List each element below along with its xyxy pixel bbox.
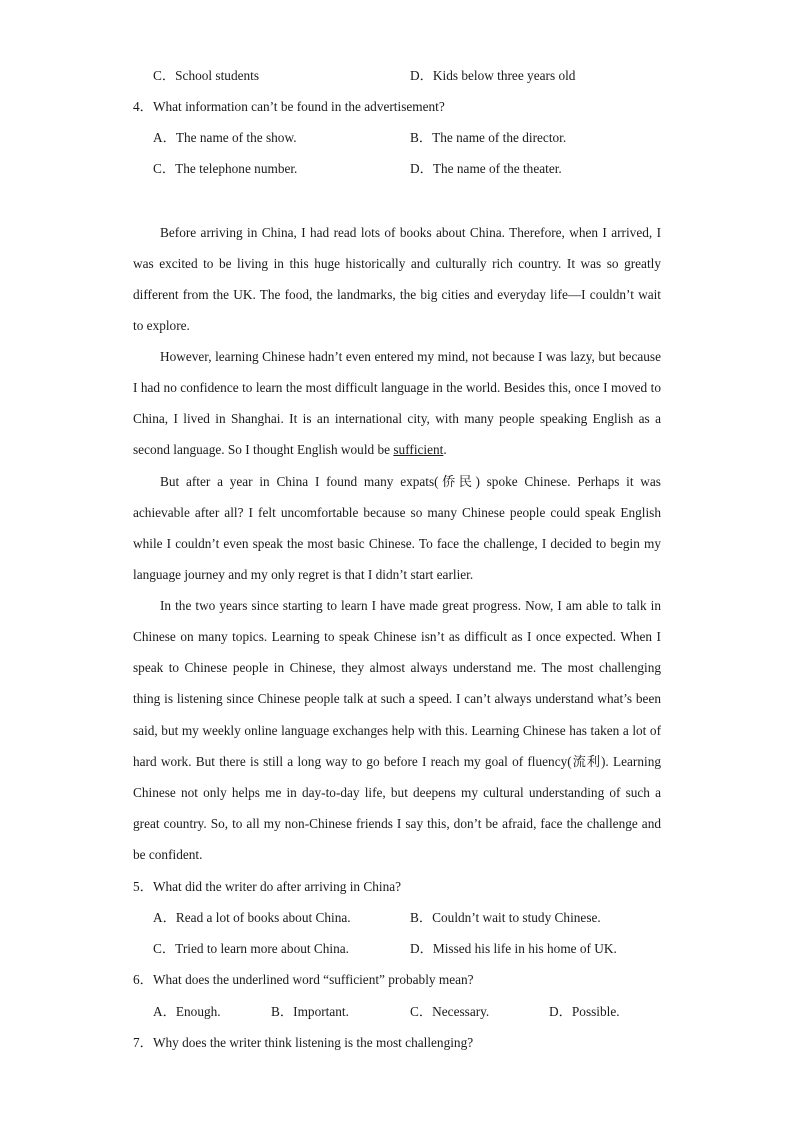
passage-paragraph-2 (133, 341, 661, 466)
q6-option-d: D．Possible. (549, 1004, 620, 1019)
q6-question: 6．What does the underlined word “sufficient” probably mean? (133, 972, 474, 987)
q5-option-c: C．Tried to learn more about China. (153, 941, 349, 956)
q6-option-b: B．Important. (271, 1004, 349, 1019)
q4-option-c: C．The telephone number. (153, 161, 298, 176)
q4-question: 4．What information can’t be found in the advertisement? (133, 99, 445, 114)
q5-option-b: B．Couldn’t wait to study Chinese. (410, 910, 601, 925)
paragraph-text: Before arriving in China, I had read lots of books about China. Therefore, when I arrived, I was excited to be living in this huge historically and culturally rich country. It was so greatly different from the UK. The food, the landmarks, the big cities and everyday life—I couldn’t wait to explore. (133, 225, 661, 334)
q6-option-a: A．Enough. (153, 1004, 221, 1019)
paragraph-text: However, learning Chinese hadn’t even entered my mind, not because I was lazy, but because I had no confidence to learn the most difficult language in the world. Besides this, once I moved to China, I lived in Shanghai. It is an international city, with many people speaking English as a second language. So I thought English would be (133, 349, 661, 458)
passage-paragraph-4 (133, 590, 661, 870)
q3-option-c: C．School students (153, 68, 260, 83)
paragraph-text-end: . (443, 442, 447, 458)
passage-paragraph-3 (133, 466, 661, 591)
q4-option-d: D．The name of the theater. (410, 161, 562, 176)
underlined-word: sufficient (393, 442, 444, 458)
q3-option-d: D．Kids below three years old (410, 68, 576, 83)
q4-option-a: A．The name of the show. (153, 130, 297, 145)
passage-paragraph-1 (133, 217, 661, 342)
q6-option-c: C．Necessary. (410, 1004, 490, 1019)
q5-option-d: D．Missed his life in his home of UK. (410, 941, 617, 956)
q7-question: 7．Why does the writer think listening is the most challenging? (133, 1035, 474, 1050)
q5-question: 5．What did the writer do after arriving in China? (133, 879, 402, 894)
q4-option-b: B．The name of the director. (410, 130, 567, 145)
paragraph-text: In the two years since starting to learn I have made great progress. Now, I am able to talk in Chinese on many topics. Learning to speak Chinese isn’t as difficult as I once expected. When I speak to Chinese people in Chinese, they almost always understand me. The most challenging thing is listening since Chinese people talk at such a speed. I can’t always understand what’s been said, but my weekly online language exchanges help with this. Learning Chinese has taken a lot of hard work. But there is still a long way to go before I reach my goal of fluency(流利). Learning Chinese not only helps me in day-to-day life, but deepens my cultural understanding of such a great country. So, to all my non-Chinese friends I say this, don’t be afraid, face the challenge and be confident. (133, 598, 661, 863)
paragraph-text: But after a year in China I found many expats(侨民) spoke Chinese. Perhaps it was achievable after all? I felt uncomfortable because so many Chinese people could speak English while I couldn’t even speak the most basic Chinese. To face the challenge, I decided to begin my language journey and my only regret is that I didn’t start earlier. (133, 474, 661, 583)
q5-option-a: A．Read a lot of books about China. (153, 910, 351, 925)
